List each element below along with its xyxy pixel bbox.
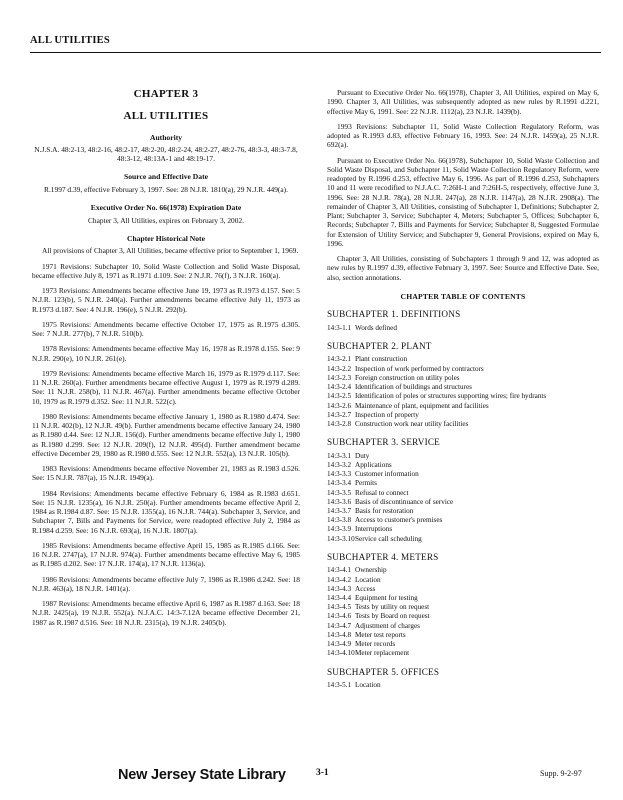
section-title: Access: [355, 584, 376, 593]
note-paragraph: Pursuant to Executive Order No. 66(1978), Subchapter 10, Solid Waste Collection and Solid Waste Disposal, and Subchapter 11, Solid Waste Collection Regulatory Reform, were readopted by R.1996 d.253, effective May 6, 1996. As part of R.1996 d.253, Subchapters 10 and 11 were recodified to N.J.A.C. 7:26H-1 and 7:26H-5, respectively, effective June 3, 1996. See: 28 N.J.R. 78(a), 28 N.J.R. 247(a), 28 N.J.R. 1147(a), 28 N.J.R. 2908(a). The remainder of Chapter 3, All Utilities, consisting of Subchapter 1, Definitions; Subchapter 2, Plant; Subchapter 3, Service; Subchapter 4, Meters; Subchapter 5, Offices; Subchapter 6, Records; Subchapter 7, Bills and Payments for Service; Subchapter 8, Suggested Formulae for Extension of Utility Service; and Subchapter 9, General Provisions, expired on May 6, 1996.: [327, 155, 599, 248]
chapter-title: ALL UTILITIES: [123, 109, 209, 122]
section-number: 14:3-4.1: [327, 566, 352, 575]
section-number: 14:3-2.1: [327, 355, 352, 364]
section-title: Applications: [355, 460, 392, 469]
section-number: 14:3-2.3: [327, 373, 352, 382]
note-paragraph: 1985 Revisions: Amendments became effective April 15, 1985 as R.1985 d.166. See: 16 N.J.R. 2747(a), 17 N.J.R. 974(a). Further amendments became effective May 6, 1985 as R.1985 d.202. See: 17 N.J.R. 174(a), 17 N.J.R. 1136(a).: [32, 540, 300, 569]
note-paragraph: 1980 Revisions: Amendments became effective January 1, 1980 as R.1980 d.474. See: 11 N.J.R. 402(b), 12 N.J.R. 49(b). Further amendments became effective January 24, 1980 as R.1980 d.44. See: 12 N.J.R. 156(d). Further amendments became effective July 1, 1980 as R.1980 d.299. See: 12 N.J.R. 209(f), 12 N.J.R. 495(d). Further amendment became effective December 29, 1980 as R.1980 d.555. See: 12 N.J.R. 552(a), 13 N.J.R. 105(b).: [32, 411, 300, 458]
note-paragraph: 1984 Revisions: Amendments became effective February 6, 1984 as R.1983 d.651. See: 15 N.J.R. 1235(a), 16 N.J.R. 250(a). Further amendments became effective April 2, 1984 as R.1984 d.87. See: 15 N.J.R. 1355(a), 16 N.J.R. 744(a). Subchapter 3, Service, and Subchapter 7, Bills and Payments for Service, were readopted effective July 2, 1984 as R.1984 d.259. See: 16 N.J.R. 693(a), 16 N.J.R. 1807(a).: [32, 488, 300, 535]
toc-entry: [327, 420, 599, 429]
section-number: 14:3-2.4: [327, 383, 352, 392]
toc-entry: [327, 452, 599, 461]
section-title: Equipment for testing: [355, 594, 418, 603]
toc-entry: [327, 631, 599, 640]
section-number: 14:3-3.1: [327, 451, 352, 460]
section-title: Inspection of property: [355, 410, 419, 419]
section-number: 14:3-4.8: [327, 630, 352, 639]
section-number: 14:3-3.4: [327, 479, 352, 488]
section-number: 14:3-4.7: [327, 621, 352, 630]
subchapter-heading: SUBCHAPTER 4. METERS: [327, 551, 439, 562]
note-paragraph: 1983 Revisions: Amendments became effective November 21, 1983 as R.1983 d.526. See: 15 N.J.R. 787(a), 15 N.J.R. 1949(a).: [32, 464, 300, 483]
section-number: 14:3-3.3: [327, 470, 352, 479]
section-number: 14:3-2.5: [327, 392, 352, 401]
note-paragraph: 1987 Revisions: Amendments became effective April 6, 1987 as R.1987 d.163. See: 18 N.J.R. 2425(a), 19 N.J.R. 552(a). N.J.A.C. 14:3-7.12A became effective December 21, 1987 as R.1987 d.516. See: 18 N.J.R. 2315(a), 19 N.J.R. 2405(b).: [32, 599, 300, 627]
section-title: Basis of discontinuance of service: [355, 497, 454, 506]
toc-entry: [327, 649, 599, 658]
left-column: [32, 88, 300, 633]
section-number: 14:3-4.4: [327, 594, 352, 603]
section-title: Maintenance of plant, equipment and facilities: [355, 401, 489, 410]
toc-entry: [327, 365, 599, 374]
authority-heading: Authority: [149, 132, 183, 142]
section-title: Basis for restoration: [355, 507, 414, 516]
header-rule: [30, 52, 601, 53]
subchapter-heading: SUBCHAPTER 3. SERVICE: [327, 437, 440, 448]
section-title: Ownership: [355, 566, 387, 575]
section-number: 14:3-3.6: [327, 497, 352, 506]
section-title: Identification of poles or structures supporting wires; fire hydrants: [355, 392, 547, 401]
chapter-number: CHAPTER 3: [133, 88, 199, 100]
section-title: Words defined: [355, 323, 397, 332]
toc-entry: [327, 535, 599, 544]
toc-entry: [327, 603, 599, 612]
right-notes: [327, 88, 599, 282]
toc-entry: [327, 489, 599, 498]
section-number: 14:3-1.1: [327, 323, 352, 332]
section-number: 14:3-4.10: [327, 649, 355, 658]
toc-entry: [327, 461, 599, 470]
section-number: 14:3-3.10: [327, 534, 355, 543]
toc-entry: [327, 640, 599, 649]
subchapter-heading: SUBCHAPTER 1. DEFINITIONS: [327, 309, 461, 320]
toc-entry: [327, 355, 599, 364]
toc-entry: [327, 507, 599, 516]
note-paragraph: Chapter 3, All Utilities, consisting of Subchapters 1 through 9 and 12, was adopted as new rules by R.1997 d.39, effective February 3, 1997. See: Source and Effective Date. See, also, section annotations.: [327, 254, 599, 282]
section-title: Foreign construction on utility poles: [355, 373, 460, 382]
note-paragraph: 1973 Revisions: Amendments became effective June 19, 1973 as R.1973 d.157. See: 5 N.J.R. 123(b), 5 N.J.R. 240(a). Further amendments became effective July 11, 1973 as R.1973 d.187. See: 4 N.J.R. 196(e), 5 N.J.R. 292(b).: [32, 286, 300, 314]
section-title: Tests by utility on request: [355, 603, 430, 612]
section-number: 14:3-3.8: [327, 516, 352, 525]
section-title: Meter replacement: [355, 649, 410, 658]
section-title: Meter test reports: [355, 630, 406, 639]
toc-entry: [327, 566, 599, 575]
source-text: R.1997 d.39, effective February 3, 1997. See: 28 N.J.R. 1810(a), 29 N.J.R. 449(a).: [44, 184, 288, 194]
subchapter-heading: SUBCHAPTER 2. PLANT: [327, 340, 432, 351]
section-number: 14:3-4.5: [327, 603, 352, 612]
section-number: 14:3-3.5: [327, 488, 352, 497]
toc-entry: [327, 612, 599, 621]
toc-entry: [327, 516, 599, 525]
section-number: 14:3-2.6: [327, 401, 352, 410]
table-of-contents: [327, 309, 599, 690]
note-paragraph: Pursuant to Executive Order No. 66(1978), Chapter 3, All Utilities, expired on May 6, 1990. Chapter 3, All Utilities, was subsequently adopted as new rules by R.1991 d.221, effective May 6, 1991. See: 22 N.J.R. 1112(a), 23 N.J.R. 1439(b).: [327, 88, 599, 116]
toc-title: CHAPTER TABLE OF CONTENTS: [400, 291, 526, 301]
toc-entry: [327, 594, 599, 603]
historical-note-body: [32, 246, 300, 627]
authority-text: N.J.S.A. 48:2-13, 48:2-16, 48:2-17, 48:2-20, 48:2-24, 48:2-27, 48:2-76, 48:3-3, 48:3-7.8, 48:3-12, 48:13A-1 and 48:19-17.: [34, 144, 298, 164]
historical-note-heading: Chapter Historical Note: [127, 233, 205, 243]
note-paragraph: All provisions of Chapter 3, All Utilities, became effective prior to September 1, 1969.: [42, 246, 299, 256]
right-column: [327, 88, 599, 690]
section-title: Location: [355, 681, 381, 690]
toc-entry: [327, 681, 599, 690]
note-paragraph: 1986 Revisions: Amendments became effective July 7, 1986 as R.1986 d.242. See: 18 N.J.R. 463(a), 18 N.J.R. 1401(a).: [32, 574, 300, 593]
section-number: 14:3-4.9: [327, 640, 352, 649]
section-number: 14:3-2.2: [327, 364, 352, 373]
running-header: ALL UTILITIES: [30, 35, 110, 46]
toc-entry: [327, 525, 599, 534]
section-title: Permits: [355, 479, 377, 488]
section-title: Duty: [355, 451, 370, 460]
section-number: 14:3-4.3: [327, 584, 352, 593]
supplement-date: Supp. 9-2-97: [540, 769, 582, 778]
toc-entry: [327, 585, 599, 594]
section-title: Location: [355, 575, 381, 584]
page-number: 3-1: [316, 768, 329, 778]
source-heading: Source and Effective Date: [123, 172, 208, 182]
section-number: 14:3-3.7: [327, 507, 352, 516]
section-title: Identification of buildings and structures: [355, 383, 472, 392]
toc-entry: [327, 402, 599, 411]
section-number: 14:3-3.2: [327, 460, 352, 469]
section-title: Tests by Board on request: [355, 612, 430, 621]
library-stamp: New Jersey State Library: [118, 767, 286, 783]
section-number: 14:3-2.8: [327, 419, 352, 428]
section-number: 14:3-5.1: [327, 681, 352, 690]
note-paragraph: 1975 Revisions: Amendments became effective October 17, 1975 as R.1975 d.305. See: 7 N.J.R. 277(b), 7 N.J.R. 510(b).: [32, 319, 300, 339]
section-title: Adjustment of charges: [355, 621, 420, 630]
toc-entry: [327, 479, 599, 488]
note-paragraph: 1993 Revisions: Subchapter 11, Solid Waste Collection Regulatory Reform, was adopted as R.1993 d.83, effective February 16, 1993. See: 24 N.J.R. 1459(a), 25 N.J.R. 692(a).: [327, 121, 599, 150]
section-number: 14:3-3.9: [327, 525, 352, 534]
section-number: 14:3-2.7: [327, 410, 352, 419]
toc-entry: [327, 498, 599, 507]
section-title: Construction work near utility facilities: [355, 419, 469, 428]
toc-entry: [327, 622, 599, 631]
section-title: Refusal to connect: [355, 488, 409, 497]
section-title: Customer information: [355, 470, 419, 479]
toc-entry: [327, 411, 599, 420]
subchapter-heading: SUBCHAPTER 5. OFFICES: [327, 666, 440, 677]
toc-entry: [327, 576, 599, 585]
section-title: Access to customer's premises: [355, 516, 443, 525]
section-title: Inspection of work performed by contractors: [355, 364, 484, 373]
section-title: Plant construction: [355, 355, 408, 364]
section-number: 14:3-4.2: [327, 575, 352, 584]
toc-entry: [327, 392, 599, 401]
exec-order-heading: Executive Order No. 66(1978) Expiration Date: [90, 203, 242, 213]
section-title: Meter records: [355, 640, 396, 649]
section-title: Interruptions: [355, 525, 393, 534]
exec-order-text: Chapter 3, All Utilities, expires on February 3, 2002.: [87, 215, 244, 225]
section-number: 14:3-4.6: [327, 612, 352, 621]
toc-entry: [327, 374, 599, 383]
note-paragraph: 1978 Revisions: Amendments became effective May 16, 1978 as R.1978 d.155. See: 9 N.J.R. 290(e), 10 N.J.R. 261(e).: [32, 344, 300, 363]
section-title: Service call scheduling: [355, 534, 422, 543]
toc-entry: [327, 470, 599, 479]
note-paragraph: 1971 Revisions: Subchapter 10, Solid Waste Collection and Solid Waste Disposal, became effective July 8, 1971 as R.1971 d.109. See: 2 N.J.R. 76(f), 3 N.J.R. 160(a).: [32, 261, 300, 280]
note-paragraph: 1979 Revisions: Amendments became effective March 16, 1979 as R.1979 d.117. See: 11 N.J.R. 260(a). Further amendments became effective August 1, 1979 as R.1979 d.289. See: 11 N.J.R. 258(b), 11 N.J.R. 467(a). Further amendments became effective October 10, 1979 as R.1979 d.352. See: 11 N.J.R. 522(c).: [32, 368, 300, 406]
toc-entry: [327, 324, 599, 333]
toc-entry: [327, 383, 599, 392]
